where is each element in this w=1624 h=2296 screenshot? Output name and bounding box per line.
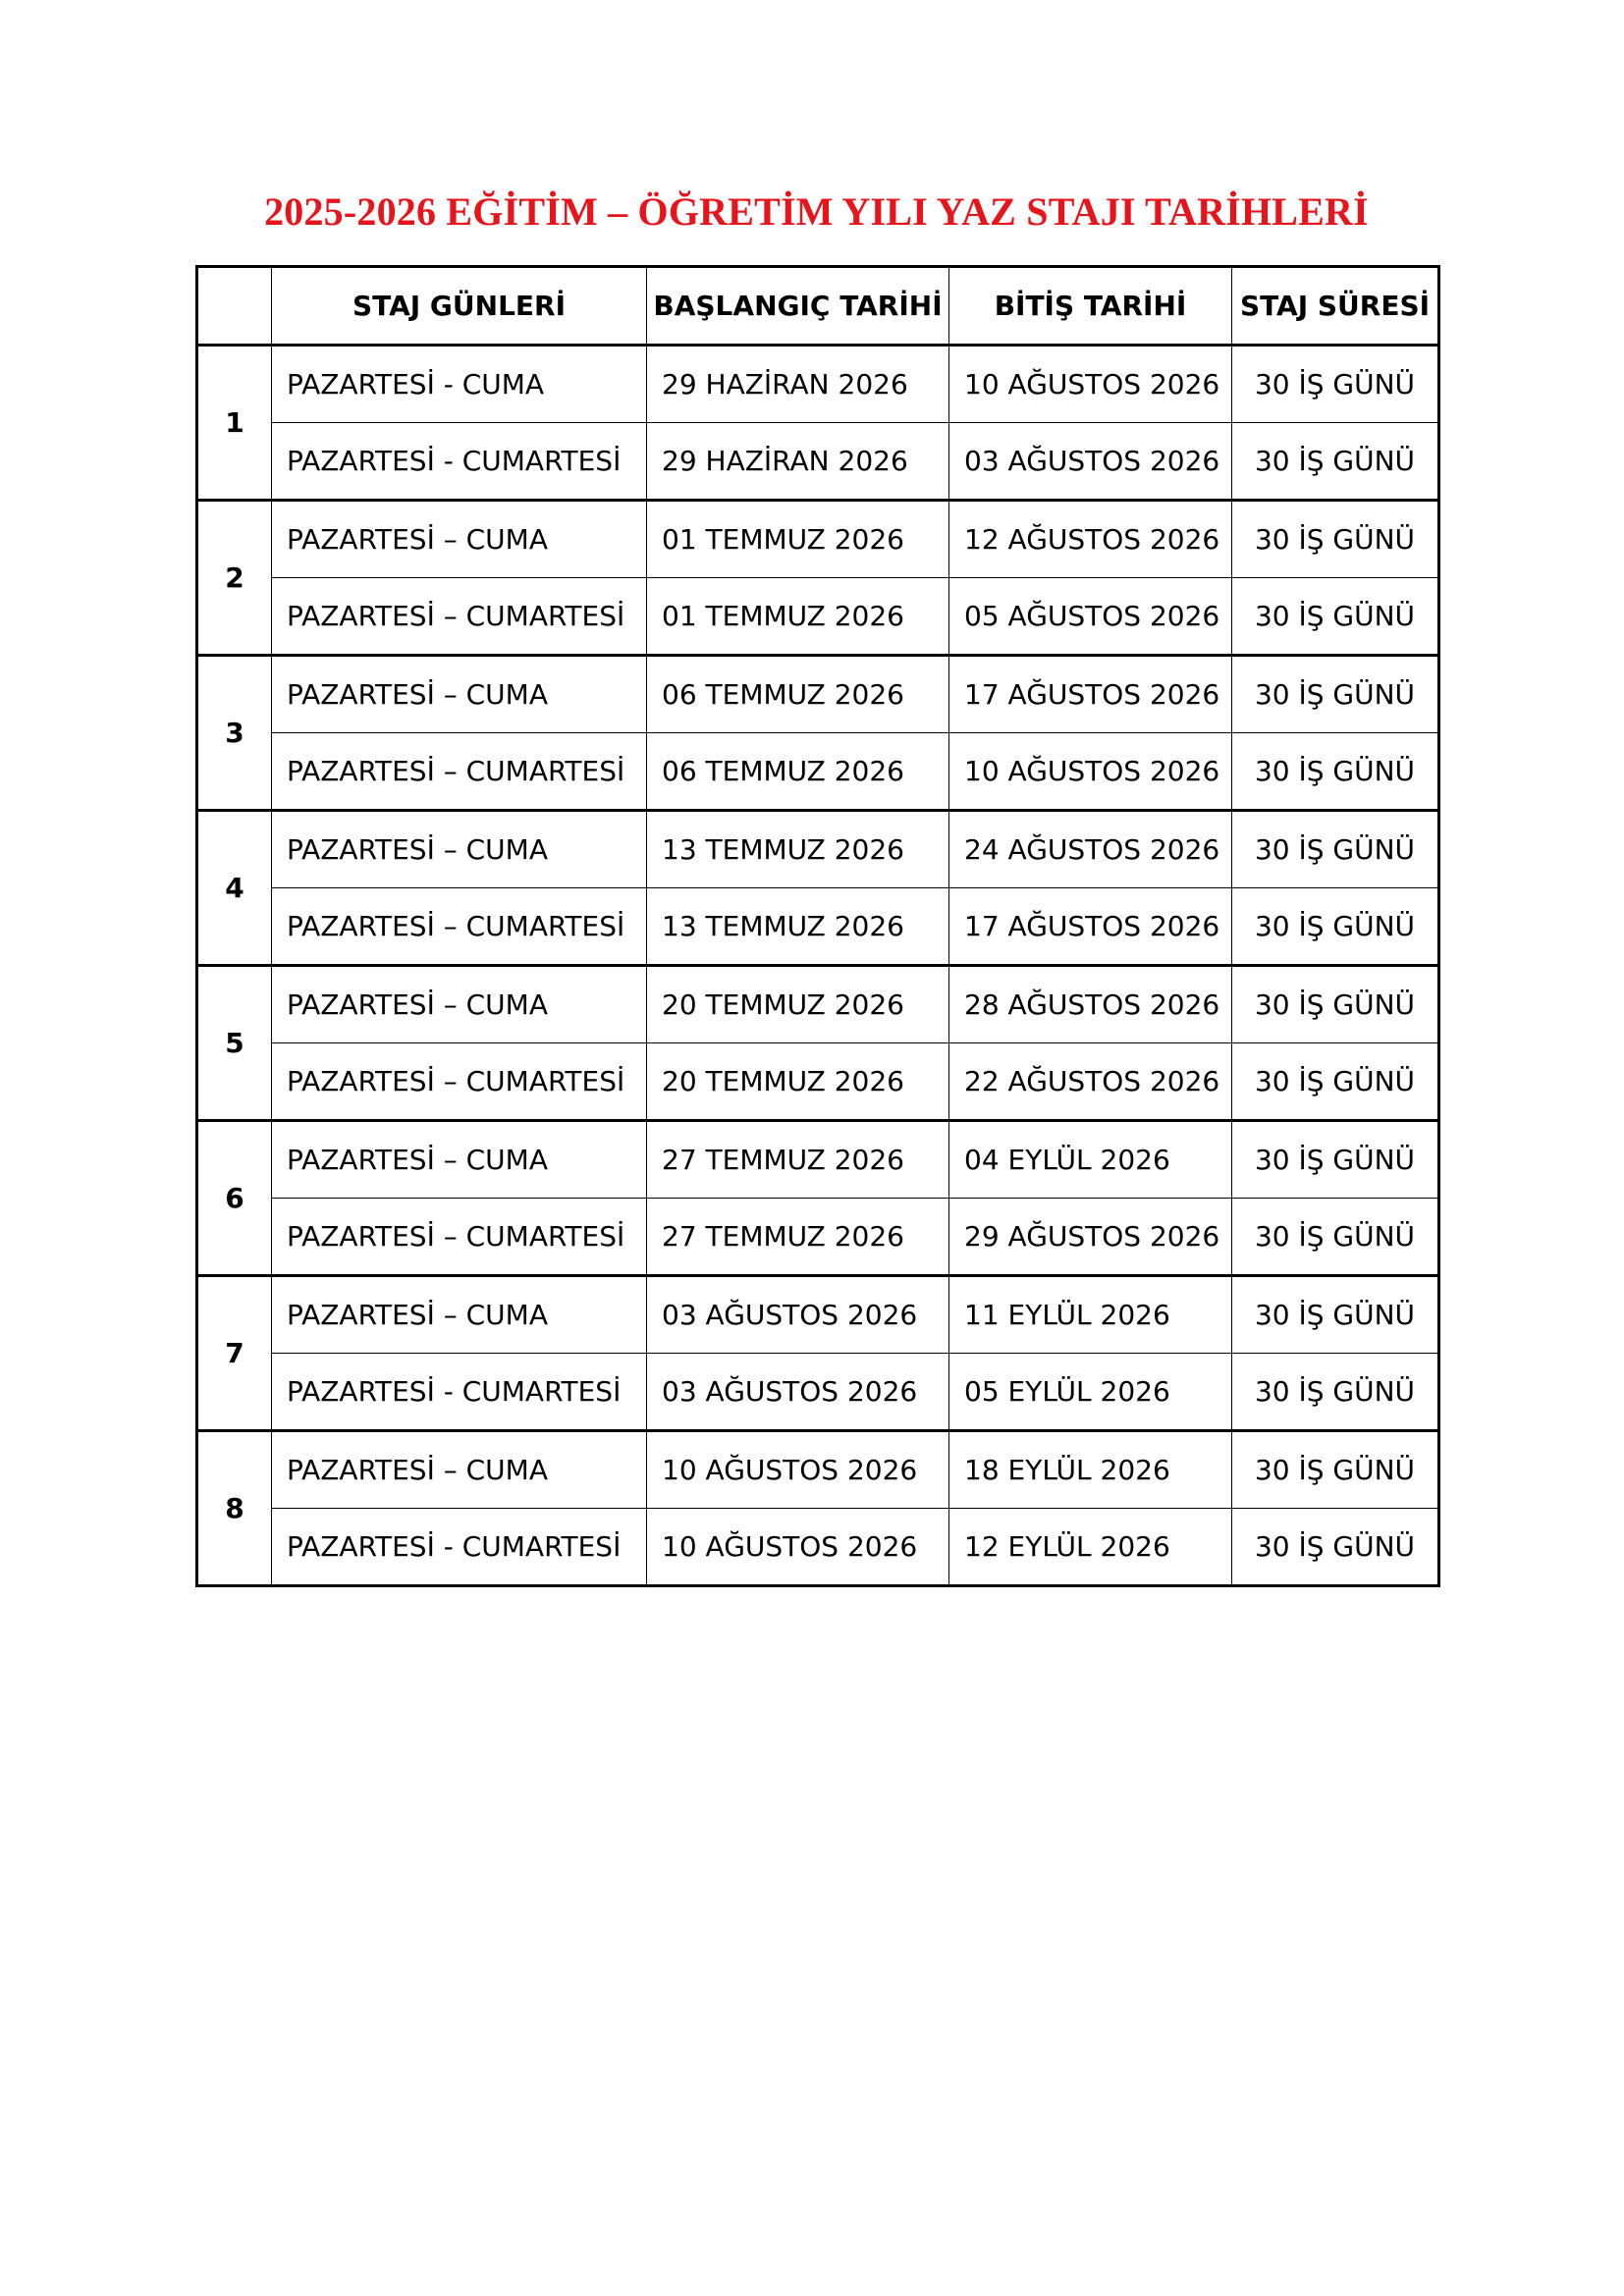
table-row <box>197 656 1439 733</box>
internship-schedule-table <box>195 265 1440 1587</box>
staj-days-cell: PAZARTESİ – CUMARTESİ <box>272 1043 647 1121</box>
end-date-cell: 24 AĞUSTOS 2026 <box>949 811 1232 888</box>
table-row <box>197 888 1439 966</box>
start-date-cell: 20 TEMMUZ 2026 <box>647 1043 949 1121</box>
end-date-cell: 29 AĞUSTOS 2026 <box>949 1199 1232 1276</box>
group-number: 8 <box>197 1431 272 1586</box>
start-date-cell: 01 TEMMUZ 2026 <box>647 501 949 578</box>
end-date-cell: 18 EYLÜL 2026 <box>949 1431 1232 1509</box>
group-number: 3 <box>197 656 272 811</box>
start-date-cell: 06 TEMMUZ 2026 <box>647 733 949 811</box>
duration-cell: 30 İŞ GÜNÜ <box>1232 1276 1439 1354</box>
staj-days-cell: PAZARTESİ – CUMA <box>272 501 647 578</box>
start-date-cell: 27 TEMMUZ 2026 <box>647 1199 949 1276</box>
header-days: STAJ GÜNLERİ <box>272 267 647 346</box>
group-number: 5 <box>197 966 272 1121</box>
duration-cell: 30 İŞ GÜNÜ <box>1232 1121 1439 1199</box>
table-row <box>197 346 1439 423</box>
table-row <box>197 578 1439 656</box>
duration-cell: 30 İŞ GÜNÜ <box>1232 811 1439 888</box>
table-row <box>197 811 1439 888</box>
duration-cell: 30 İŞ GÜNÜ <box>1232 1431 1439 1509</box>
table-row <box>197 1199 1439 1276</box>
group-number: 2 <box>197 501 272 656</box>
start-date-cell: 03 AĞUSTOS 2026 <box>647 1276 949 1354</box>
staj-days-cell: PAZARTESİ – CUMARTESİ <box>272 578 647 656</box>
page-title: 2025-2026 EĞİTİM – ÖĞRETİM YILI YAZ STAJI TARİHLERİ <box>264 189 1369 234</box>
group-number: 7 <box>197 1276 272 1431</box>
table-row <box>197 1043 1439 1121</box>
header-end-date: BİTİŞ TARİHİ <box>949 267 1232 346</box>
table-row <box>197 501 1439 578</box>
staj-days-cell: PAZARTESİ - CUMA <box>272 346 647 423</box>
start-date-cell: 13 TEMMUZ 2026 <box>647 811 949 888</box>
staj-days-cell: PAZARTESİ – CUMA <box>272 966 647 1043</box>
start-date-cell: 20 TEMMUZ 2026 <box>647 966 949 1043</box>
staj-days-cell: PAZARTESİ – CUMA <box>272 656 647 733</box>
start-date-cell: 13 TEMMUZ 2026 <box>647 888 949 966</box>
duration-cell: 30 İŞ GÜNÜ <box>1232 1509 1439 1586</box>
table-row <box>197 1509 1439 1586</box>
header-number <box>197 267 272 346</box>
duration-cell: 30 İŞ GÜNÜ <box>1232 888 1439 966</box>
staj-days-cell: PAZARTESİ – CUMA <box>272 1276 647 1354</box>
table-header <box>197 267 1439 346</box>
staj-days-cell: PAZARTESİ – CUMA <box>272 1121 647 1199</box>
table-body <box>197 346 1439 1586</box>
staj-days-cell: PAZARTESİ - CUMARTESİ <box>272 1509 647 1586</box>
group-number: 1 <box>197 346 272 501</box>
start-date-cell: 10 AĞUSTOS 2026 <box>647 1509 949 1586</box>
duration-cell: 30 İŞ GÜNÜ <box>1232 656 1439 733</box>
header-row <box>197 267 1439 346</box>
header-duration: STAJ SÜRESİ <box>1232 267 1439 346</box>
table-row <box>197 423 1439 501</box>
staj-days-cell: PAZARTESİ – CUMARTESİ <box>272 733 647 811</box>
table-row <box>197 1431 1439 1509</box>
header-start-date: BAŞLANGIÇ TARİHİ <box>647 267 949 346</box>
end-date-cell: 10 AĞUSTOS 2026 <box>949 733 1232 811</box>
table-row <box>197 1121 1439 1199</box>
duration-cell: 30 İŞ GÜNÜ <box>1232 1199 1439 1276</box>
duration-cell: 30 İŞ GÜNÜ <box>1232 578 1439 656</box>
start-date-cell: 06 TEMMUZ 2026 <box>647 656 949 733</box>
end-date-cell: 28 AĞUSTOS 2026 <box>949 966 1232 1043</box>
start-date-cell: 01 TEMMUZ 2026 <box>647 578 949 656</box>
duration-cell: 30 İŞ GÜNÜ <box>1232 501 1439 578</box>
duration-cell: 30 İŞ GÜNÜ <box>1232 346 1439 423</box>
staj-days-cell: PAZARTESİ – CUMARTESİ <box>272 1199 647 1276</box>
start-date-cell: 10 AĞUSTOS 2026 <box>647 1431 949 1509</box>
end-date-cell: 05 EYLÜL 2026 <box>949 1354 1232 1431</box>
duration-cell: 30 İŞ GÜNÜ <box>1232 733 1439 811</box>
duration-cell: 30 İŞ GÜNÜ <box>1232 1354 1439 1431</box>
end-date-cell: 12 EYLÜL 2026 <box>949 1509 1232 1586</box>
table-row <box>197 1354 1439 1431</box>
end-date-cell: 22 AĞUSTOS 2026 <box>949 1043 1232 1121</box>
staj-days-cell: PAZARTESİ - CUMARTESİ <box>272 423 647 501</box>
end-date-cell: 03 AĞUSTOS 2026 <box>949 423 1232 501</box>
duration-cell: 30 İŞ GÜNÜ <box>1232 423 1439 501</box>
end-date-cell: 11 EYLÜL 2026 <box>949 1276 1232 1354</box>
staj-days-cell: PAZARTESİ - CUMARTESİ <box>272 1354 647 1431</box>
staj-days-cell: PAZARTESİ – CUMARTESİ <box>272 888 647 966</box>
group-number: 6 <box>197 1121 272 1276</box>
end-date-cell: 05 AĞUSTOS 2026 <box>949 578 1232 656</box>
start-date-cell: 29 HAZİRAN 2026 <box>647 423 949 501</box>
end-date-cell: 17 AĞUSTOS 2026 <box>949 656 1232 733</box>
end-date-cell: 04 EYLÜL 2026 <box>949 1121 1232 1199</box>
group-number: 4 <box>197 811 272 966</box>
start-date-cell: 29 HAZİRAN 2026 <box>647 346 949 423</box>
start-date-cell: 27 TEMMUZ 2026 <box>647 1121 949 1199</box>
staj-days-cell: PAZARTESİ – CUMA <box>272 1431 647 1509</box>
end-date-cell: 12 AĞUSTOS 2026 <box>949 501 1232 578</box>
staj-days-cell: PAZARTESİ – CUMA <box>272 811 647 888</box>
duration-cell: 30 İŞ GÜNÜ <box>1232 1043 1439 1121</box>
end-date-cell: 10 AĞUSTOS 2026 <box>949 346 1232 423</box>
start-date-cell: 03 AĞUSTOS 2026 <box>647 1354 949 1431</box>
table-row <box>197 966 1439 1043</box>
end-date-cell: 17 AĞUSTOS 2026 <box>949 888 1232 966</box>
table-row <box>197 1276 1439 1354</box>
duration-cell: 30 İŞ GÜNÜ <box>1232 966 1439 1043</box>
table-row <box>197 733 1439 811</box>
